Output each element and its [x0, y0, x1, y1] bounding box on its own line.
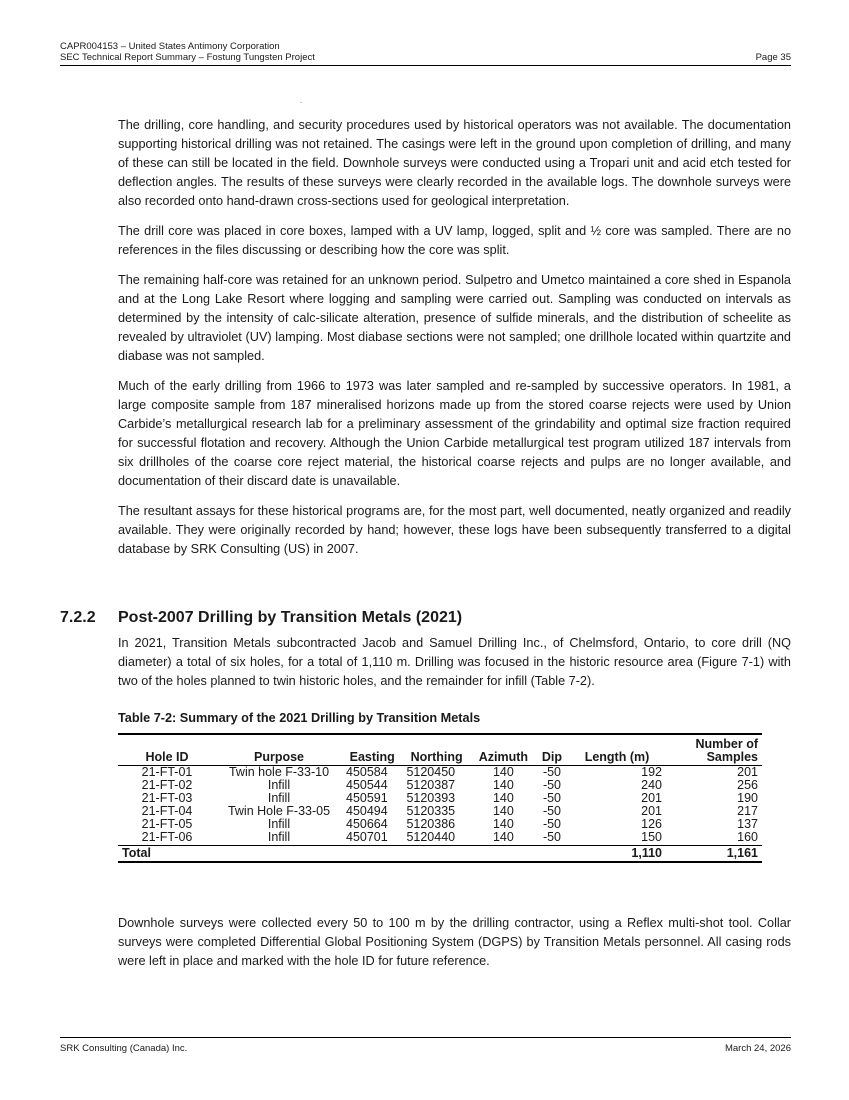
azimuth-cell: 140	[492, 804, 514, 818]
total-length: 1,110	[568, 846, 666, 863]
section-intro-text	[118, 634, 791, 702]
samples-cell: 160	[737, 830, 758, 844]
paragraph: The resultant assays for these historical programs are, for the most part, well documented, neatly organized and readily available. They were originally recorded by hand; however, these logs have been subsequently transferred to a digital database by SRK Consulting (US) in 2007.	[118, 504, 791, 556]
hole-id-cell: 21-FT-06	[141, 830, 193, 844]
length-cell: 150	[641, 830, 662, 844]
azimuth-cell: 140	[492, 791, 514, 805]
hole-id-cell: 21-FT-01	[141, 765, 193, 779]
downhole-surveys-text	[118, 914, 791, 982]
northing-cell: 5120393	[406, 791, 456, 805]
northing-cell: 5120386	[406, 817, 456, 831]
dip-cell: -50	[542, 830, 562, 844]
paragraph: In 2021, Transition Metals subcontracted Jacob and Samuel Drilling Inc., of Chelmsford, Ontario, to core drill (NQ diameter) a total of six holes, for a total of 1,110 m. Drilling was focused in the historic resource area (Figure 7-1) with two of the holes planned to twin historic holes, and the remainder for infill (Table 7-2).	[118, 636, 791, 688]
paragraph: The drilling, core handling, and security procedures used by historical operators was not available. The documentation supporting historical drilling was not retained. The casings were left in the ground upon completion of drilling, and many of these can still be located in the field. Downhole surveys were conducted using a Tropari unit and acid etch tested for deflection angles. The results of these surveys were clearly recorded in the available logs. The downhole surveys were also recorded onto hand-drawn cross-sections used for geological interpretation.	[118, 118, 791, 208]
purpose-cell: Twin Hole F-33-05	[227, 804, 331, 818]
section-title: Post-2007 Drilling by Transition Metals (2021)	[118, 609, 463, 626]
purpose-cell: Infill	[267, 778, 291, 792]
total-samples: 1,161	[666, 846, 762, 863]
length-cell: 126	[641, 817, 662, 831]
purpose-cell: Infill	[267, 830, 291, 844]
column-header: Easting	[342, 734, 402, 766]
hole-id-cell: 21-FT-03	[141, 791, 193, 805]
samples-cell: 217	[737, 804, 758, 818]
footer-date: March 24, 2026	[724, 1043, 791, 1054]
section-heading	[60, 609, 791, 627]
azimuth-cell: 140	[492, 778, 514, 792]
hole-id-cell: 21-FT-02	[141, 778, 193, 792]
easting-cell: 450544	[346, 778, 388, 792]
samples-cell: 137	[737, 817, 758, 831]
northing-cell: 5120387	[406, 778, 456, 792]
paragraph: Much of the early drilling from 1966 to 1973 was later sampled and re-sampled by successive operators. In 1981, a large composite sample from 187 mineralised horizons made up from the stored coarse rejects were used by Union Carbide’s metallurgical research lab for a preliminary assessment of the grindability and optimal size fraction required for successful flotation and recovery. Although the Union Carbide metallurgical test program utilized 187 intervals from six drillholes of the coarse core reject material, the historical coarse rejects and pulps are no longer available, and documentation of their discard date is unavailable.	[118, 379, 791, 488]
dip-cell: -50	[542, 804, 562, 818]
total-label: Total	[118, 846, 216, 863]
column-header: Northing	[402, 734, 470, 766]
azimuth-cell: 140	[492, 765, 514, 779]
hole-id-cell: 21-FT-04	[141, 804, 193, 818]
northing-cell: 5120335	[406, 804, 456, 818]
dip-cell: -50	[542, 765, 562, 779]
length-cell: 192	[641, 765, 662, 779]
easting-cell: 450494	[346, 804, 388, 818]
stray-dot: .	[300, 96, 303, 105]
hole-id-cell: 21-FT-05	[141, 817, 193, 831]
length-cell: 240	[641, 778, 662, 792]
length-cell: 201	[641, 804, 662, 818]
paragraph: The remaining half-core was retained for an unknown period. Sulpetro and Umetco maintained a core shed in Espanola and at the Long Lake Resort where logging and sampling were carried out. Sampling was conducted on intervals as determined by the intensity of calc-silicate alteration, presence of sulfide minerals, and the distribution of scheelite as revealed by ultraviolet (UV) lamping. Most diabase sections were not sampled; one drillhole located within quartzite and diabase was not sampled.	[118, 273, 791, 363]
section-number: 7.2.2	[60, 609, 96, 626]
total-row	[118, 846, 762, 863]
dip-cell: -50	[542, 791, 562, 805]
page-number: Page 35	[755, 52, 791, 63]
samples-cell: 256	[737, 778, 758, 792]
paragraph: Downhole surveys were collected every 50 to 100 m by the drilling contractor, using a Reflex multi-shot tool. Collar surveys were completed Differential Global Positioning System (DGPS) by Transition Metals personnel. All casing rods were left in place and marked with the hole ID for future reference.	[118, 916, 791, 968]
column-header: Purpose	[216, 734, 342, 766]
table-header-row	[118, 734, 762, 766]
easting-cell: 450664	[346, 817, 388, 831]
easting-cell: 450591	[346, 791, 388, 805]
length-cell: 201	[641, 791, 662, 805]
table-row	[118, 831, 762, 846]
easting-cell: 450584	[346, 765, 388, 779]
header-project-line: CAPR004153 – United States Antimony Corporation	[60, 41, 280, 52]
dip-cell: -50	[542, 778, 562, 792]
column-header: Hole ID	[118, 734, 216, 766]
samples-cell: 201	[737, 765, 758, 779]
easting-cell: 450701	[346, 830, 388, 844]
column-header: Number of Samples	[666, 734, 762, 766]
northing-cell: 5120450	[406, 765, 456, 779]
historical-procedures-text	[118, 116, 791, 570]
paragraph: The drill core was placed in core boxes, lamped with a UV lamp, logged, split and ½ core was sampled. There are no references in the files discussing or describing how the core was split.	[118, 224, 791, 257]
header-report-line: SEC Technical Report Summary – Fostung Tungsten Project	[60, 52, 315, 63]
footer-company: SRK Consulting (Canada) Inc.	[60, 1043, 188, 1054]
table-caption: Table 7-2: Summary of the 2021 Drilling by Transition Metals	[118, 711, 481, 725]
purpose-cell: Infill	[267, 791, 291, 805]
azimuth-cell: 140	[492, 817, 514, 831]
table-row	[118, 766, 762, 780]
drilling-summary-table	[118, 733, 762, 863]
column-header: Length (m)	[568, 734, 666, 766]
samples-cell: 190	[737, 791, 758, 805]
purpose-cell: Twin hole F-33-10	[228, 765, 330, 779]
northing-cell: 5120440	[406, 830, 456, 844]
purpose-cell: Infill	[267, 817, 291, 831]
column-header: Dip	[536, 734, 568, 766]
dip-cell: -50	[542, 817, 562, 831]
page-footer	[60, 1037, 791, 1054]
page-header	[60, 41, 791, 66]
column-header: Azimuth	[471, 734, 536, 766]
azimuth-cell: 140	[492, 830, 514, 844]
